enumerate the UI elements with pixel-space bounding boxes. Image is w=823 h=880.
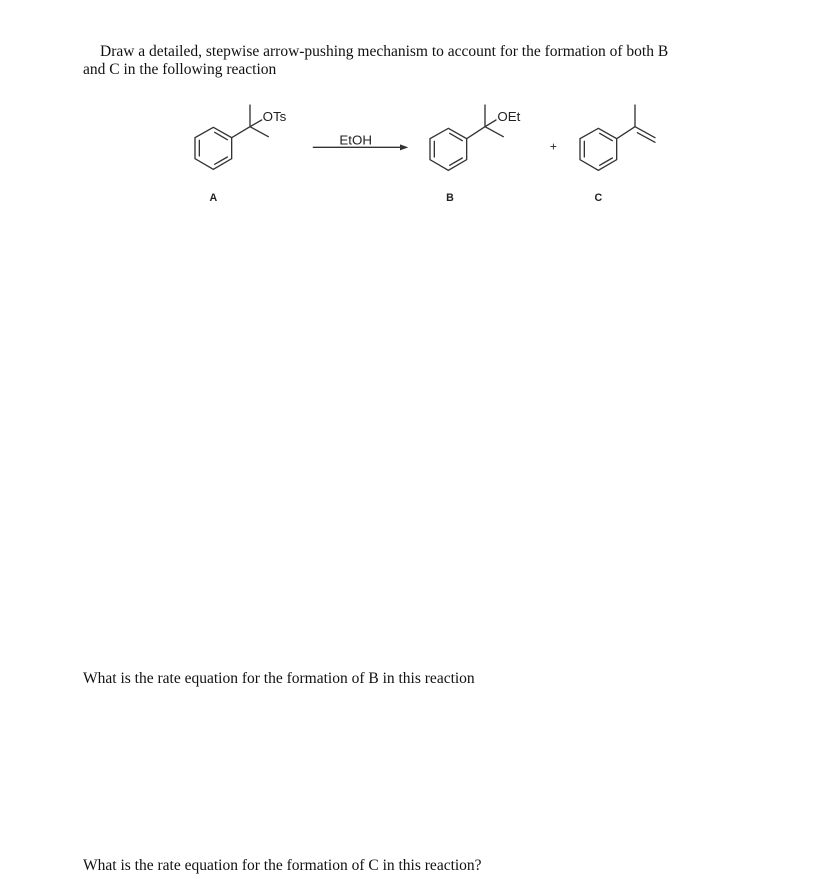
leaving-group-label: OTs <box>262 109 287 124</box>
reagent-label: EtOH <box>339 132 372 148</box>
question-rate-b: What is the rate equation for the formation of B in this reaction <box>83 670 475 687</box>
molecule-c <box>580 105 655 170</box>
ether-group-label: OEt <box>497 109 521 124</box>
arrowhead-icon <box>400 144 408 150</box>
molecule-a <box>195 105 287 169</box>
plus-sign: + <box>549 139 557 154</box>
label-c: C <box>594 192 603 204</box>
question-intro-line2: and C in the following reaction <box>83 61 277 78</box>
reaction-scheme <box>180 95 660 210</box>
question-rate-c: What is the rate equation for the formation of C in this reaction? <box>83 857 482 874</box>
molecule-b <box>430 105 521 170</box>
label-b: B <box>446 192 454 204</box>
question-intro-line1: Draw a detailed, stepwise arrow-pushing mechanism to account for the formation of both B <box>100 43 669 60</box>
label-a: A <box>209 192 218 204</box>
